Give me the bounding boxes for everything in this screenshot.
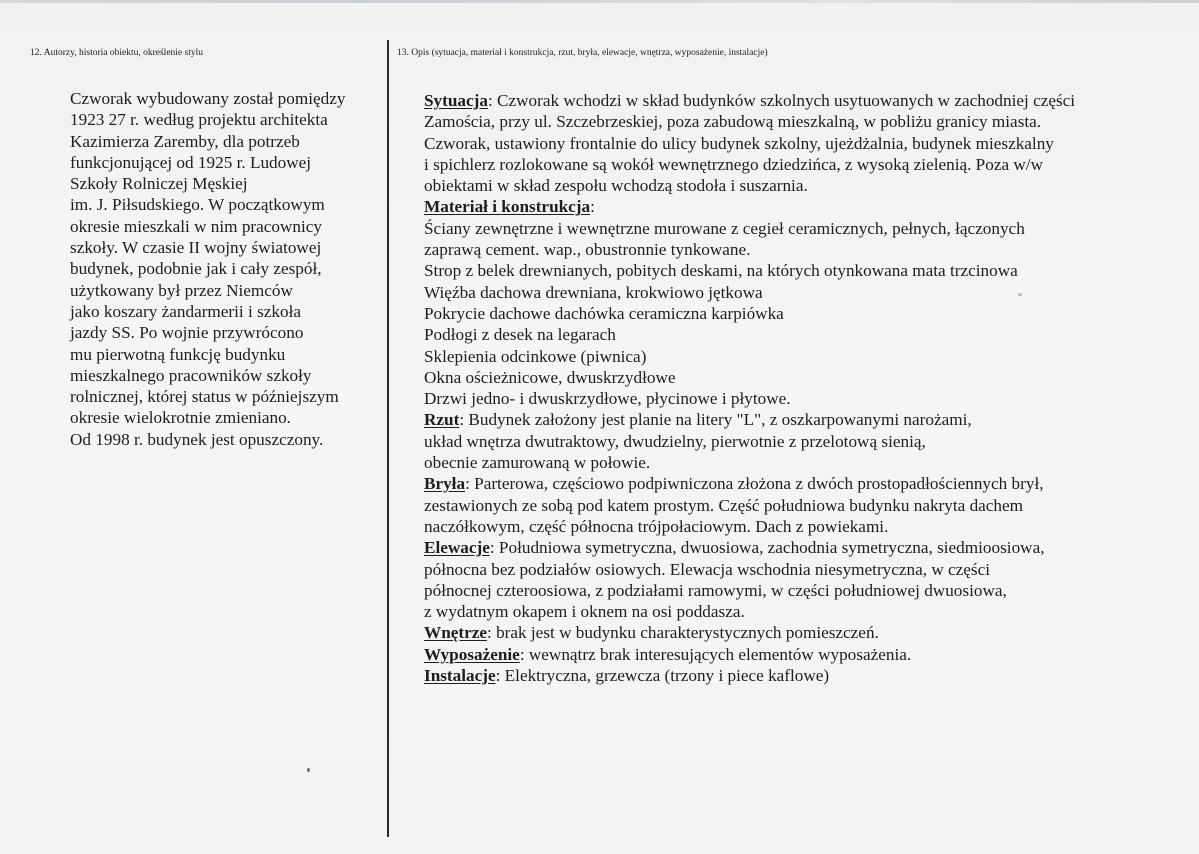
description-line xyxy=(424,665,1194,686)
description-line xyxy=(424,282,1194,303)
section-heading: Materiał i konstrukcja xyxy=(424,197,591,217)
history-text xyxy=(70,88,386,450)
section-heading: Wnętrze xyxy=(424,623,487,643)
description-line-text: i spichlerz rozlokowane są wokół wewnętrznego dziedzińca, z wysoką zielenią. Poza w/w xyxy=(424,154,1043,174)
history-line: Kazimierza Zaremby, dla potrzeb xyxy=(70,131,300,151)
description-line xyxy=(424,346,1194,367)
description-line xyxy=(424,367,1194,388)
history-line: rolnicznej, której status w późniejszym xyxy=(70,387,339,407)
description-line-text: Ściany zewnętrzne i wewnętrzne murowane z cegieł ceramicznych, pełnych, łączonych xyxy=(424,218,1025,238)
description-line-text: obecnie zamurowaną w połowie. xyxy=(424,453,651,473)
description-line-text: układ wnętrza dwutraktowy, dwudzielny, pierwotnie z przelotową sienią, xyxy=(424,431,926,451)
description-line-text: z wydatnym okapem i oknem na osi poddasza. xyxy=(424,602,745,622)
scan-speck xyxy=(307,768,310,772)
description-line xyxy=(424,324,1194,345)
description-line xyxy=(424,154,1194,175)
history-line: Szkoły Rolniczej Męskiej xyxy=(70,174,248,194)
description-line xyxy=(424,559,1194,580)
description-line xyxy=(424,175,1194,196)
history-line: budynek, podobnie jak i cały zespół, xyxy=(70,259,322,279)
description-line xyxy=(424,644,1194,665)
description-line-text: Więźba dachowa drewniana, krokwiowo jętkowa xyxy=(424,282,763,302)
history-line: 1923 27 r. według projektu architekta xyxy=(70,110,328,130)
history-line: mieszkalnego pracowników szkoły xyxy=(70,365,312,385)
history-line: użytkowany był przez Niemców xyxy=(70,280,293,300)
section-heading: Elewacje xyxy=(424,538,490,558)
description-line xyxy=(424,516,1194,537)
description-line-text: zestawionych ze sobą pod katem prostym. Część południowa budynku nakryta dachem xyxy=(424,495,1024,515)
description-line xyxy=(424,388,1194,409)
description-line xyxy=(424,473,1194,494)
description-line-text: obiektami w skład zespołu wchodzą stodoła i suszarnia. xyxy=(424,176,808,196)
scan-speck xyxy=(1018,293,1022,296)
description-line-text: : Parterowa, częściowo podpiwniczona złożona z dwóch prostopadłościennych brył, xyxy=(465,474,1044,494)
description-line-text: północnej czteroosiowa, z podziałami ramowymi, w części południowej dwuosiowa, xyxy=(424,580,1007,600)
description-line-text: Pokrycie dachowe dachówka ceramiczna karpiówka xyxy=(424,303,784,323)
description-line-text: : Budynek założony jest planie na litery "L", z oszkarpowanymi narożami, xyxy=(459,410,972,430)
description-text xyxy=(424,90,1194,686)
description-line-text: Strop z belek drewnianych, pobitych deskami, na których otynkowana mata trzcinowa xyxy=(424,261,1018,281)
history-line: szkoły. W czasie II wojny światowej xyxy=(70,238,322,258)
description-line xyxy=(424,452,1194,473)
history-line: jazdy SS. Po wojnie przywrócono xyxy=(70,323,304,343)
description-line xyxy=(424,580,1194,601)
description-line xyxy=(424,409,1194,430)
history-line: okresie mieszkali w nim pracownicy xyxy=(70,216,323,236)
description-line-text: : Elektryczna, grzewcza (trzony i piece kaflowe) xyxy=(495,666,830,686)
description-line xyxy=(424,239,1194,260)
description-line-text: Podłogi z desek na legarach xyxy=(424,325,616,345)
section-heading: Sytuacja xyxy=(424,91,488,110)
description-line-text: naczółkowym, część północna trójpołaciowym. Dach z powiekami. xyxy=(424,516,889,536)
description-line-text: północna bez podziałów osiowych. Elewacja wschodnia niesymetryczna, w części xyxy=(424,559,991,579)
section-heading: Wyposażenie xyxy=(424,644,520,664)
description-line xyxy=(424,622,1194,643)
description-line xyxy=(424,111,1194,132)
description-line xyxy=(424,90,1194,111)
history-line: im. J. Piłsudskiego. W początkowym xyxy=(70,195,325,215)
description-line-text: Drzwi jedno- i dwuskrzydłowe, płycinowe i płytowe. xyxy=(424,389,791,409)
history-line: jako koszary żandarmerii i szkoła xyxy=(70,301,301,321)
description-line xyxy=(424,133,1194,154)
description-line xyxy=(424,196,1194,217)
description-line-text: Sklepienia odcinkowe (piwnica) xyxy=(424,346,647,366)
section-heading: Instalacje xyxy=(424,666,496,686)
column-divider xyxy=(387,40,389,837)
history-line: Czworak wybudowany został pomiędzy xyxy=(70,89,346,108)
history-line: Od 1998 r. budynek jest opuszczony. xyxy=(70,429,324,449)
description-line-text: : Południowa symetryczna, dwuosiowa, zachodnia symetryczna, siedmioosiowa, xyxy=(489,538,1045,558)
history-line: mu pierwotną funkcję budynku xyxy=(70,344,286,364)
history-line: funkcjonującej od 1925 r. Ludowej xyxy=(70,152,312,172)
description-line xyxy=(424,431,1194,452)
description-line-text: zaprawą cement. wap., obustronnie tynkowane. xyxy=(424,240,751,260)
description-line-text: : xyxy=(590,197,595,217)
description-line-text: : Czworak wchodzi w skład budynków szkolnych usytuowanych w zachodniej części xyxy=(487,91,1076,110)
description-line-text: Okna ościeżnicowe, dwuskrzydłowe xyxy=(424,367,676,387)
right-section-header: 13. Opis (sytuacja, materiał i konstrukcja, rzut, bryła, elewacje, wnętrza, wyposażenie, instalacje) xyxy=(397,48,768,58)
description-line xyxy=(424,537,1194,558)
description-line xyxy=(424,303,1194,324)
left-section-header: 12. Autorzy, historia obiektu, określenie stylu xyxy=(30,48,203,58)
description-line xyxy=(424,218,1194,239)
description-line-text: : brak jest w budynku charakterystycznych pomieszczeń. xyxy=(487,623,879,643)
description-line-text: Czworak, ustawiony frontalnie do ulicy budynek szkolny, ujeżdżalnia, budynek mieszkalny xyxy=(424,133,1054,153)
description-line xyxy=(424,495,1194,516)
history-line: okresie wielokrotnie zmieniano. xyxy=(70,408,291,428)
description-line-text: : wewnątrz brak interesujących elementów wyposażenia. xyxy=(519,644,912,664)
description-line-text: Zamościa, przy ul. Szczebrzeskiej, poza zabudową mieszkalną, w pobliżu granicy miasta. xyxy=(424,112,1042,132)
description-line xyxy=(424,601,1194,622)
scan-top-edge xyxy=(0,0,1199,3)
description-line xyxy=(424,260,1194,281)
section-heading: Rzut xyxy=(424,410,460,430)
section-heading: Bryła xyxy=(424,474,466,494)
